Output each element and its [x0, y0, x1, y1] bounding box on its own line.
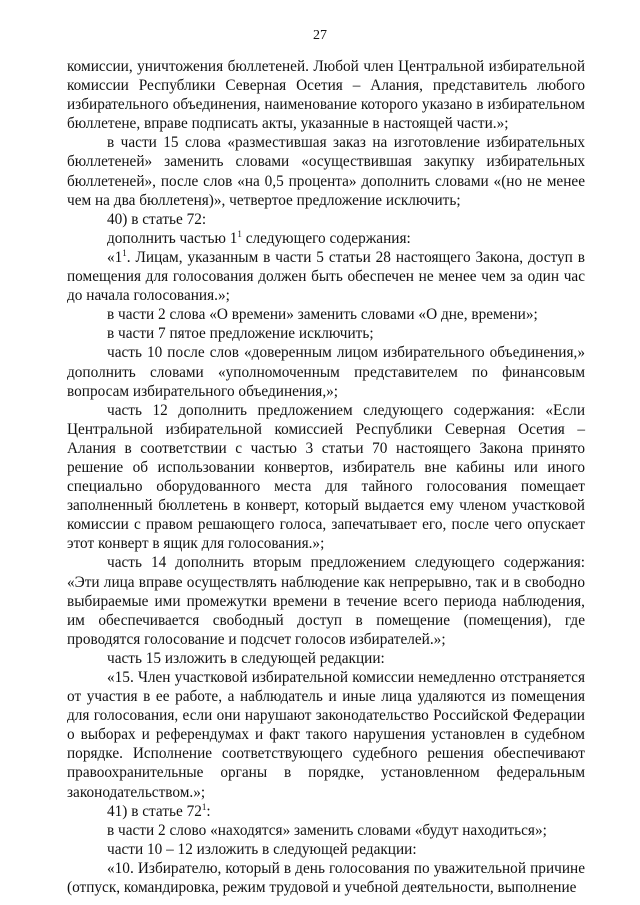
- superscript: 1: [122, 247, 127, 258]
- paragraph-text: дополнить частью 1: [107, 229, 238, 247]
- paragraph: часть 15 изложить в следующей редакции:: [107, 649, 385, 667]
- paragraph: 40) в статье 72:: [107, 210, 207, 228]
- paragraph: [67, 802, 585, 821]
- paragraph: в части 2 слова «О времени» заменить словами «О дне, времени»;: [107, 306, 538, 324]
- superscript: 1: [237, 228, 242, 239]
- paragraph: «10. Избирателю, который в день голосования по уважительной причине (отпуск, командировка, режим трудовой и учебной деятельности, выполнение: [67, 859, 585, 897]
- paragraph: часть 14 дополнить вторым предложением следующего содержания: «Эти лица вправе осуществлять наблюдение как непрерывно, так и в свободно выбираемые ими промежутки времени в течение всего периода наблюдения, им обеспечивается свободный доступ в помещение (помещения), где проводятся голосование и подсчет голосов избирателей.»;: [67, 554, 585, 648]
- paragraph: в части 2 слово «находятся» заменить словами «будут находиться»;: [107, 821, 547, 839]
- superscript: 1: [201, 801, 207, 812]
- paragraph: в части 15 слова «разместившая заказ на изготовление избирательных бюллетеней» заменить словами «осуществившая закупку избирательных бюллетеней», после слов «на 0,5 процента» дополнить словами «(но не менее чем на два бюллетеня)», четвертое предложение исключить;: [67, 134, 585, 209]
- paragraph: [67, 248, 585, 305]
- paragraph-text: «1: [107, 248, 123, 266]
- paragraph: часть 12 дополнить предложением следующего содержания: «Если Центральной избирательной комиссией Республики Северная Осетия – Алания в соответствии с частью 3 статьи 70 настоящего Закона принято решение об использовании конвертов, избиратель вне кабины или иного специально оборудованного места для тайного голосования помещает заполненный бюллетень в конверт, который выдается ему членом участковой комиссии с правом решающего голоса, запечатывает его, после чего опускает этот конверт в ящик для голосования.»;: [67, 401, 585, 553]
- page-number: 27: [313, 28, 327, 43]
- paragraph: часть 10 после слов «доверенным лицом избирательного объединения,» дополнить словами «уполномоченным представителем по финансовым вопросам избирательного объединения,»;: [67, 344, 585, 400]
- paragraph: в части 7 пятое предложение исключить;: [107, 325, 374, 343]
- paragraph-text: :: [206, 802, 211, 820]
- paragraph: «15. Член участковой избирательной комиссии немедленно отстраняется от участия в ее работе, а наблюдатель и иные лица удаляются из помещения для голосования, если они нарушают законодательство Российской Федерации о выборах и референдумах и факт такого нарушения установлен в судебном порядке. Исполнение соответствующего судебного решения обеспечивают правоохранительные органы в порядке, установленном федеральным законодательством.»;: [67, 669, 585, 801]
- paragraph: [67, 229, 585, 248]
- paragraph: части 10 – 12 изложить в следующей редакции:: [107, 840, 417, 858]
- paragraph-text: следующего содержания:: [241, 229, 411, 247]
- paragraph-text: 41) в статье 72: [107, 802, 202, 820]
- paragraph: комиссии, уничтожения бюллетеней. Любой член Центральной избирательной комиссии Республики Северная Осетия – Алания, представитель любого избирательного объединения, наименование которого указано в избирательном бюллетене, вправе подписать акты, указанные в настоящей части.»;: [67, 58, 585, 133]
- document-body: [67, 57, 585, 897]
- paragraph-text: . Лицам, указанным в части 5 статьи 28 настоящего Закона, доступ в помещения для голосования должен быть обеспечен не менее чем за один час до начала голосования.»;: [67, 248, 585, 305]
